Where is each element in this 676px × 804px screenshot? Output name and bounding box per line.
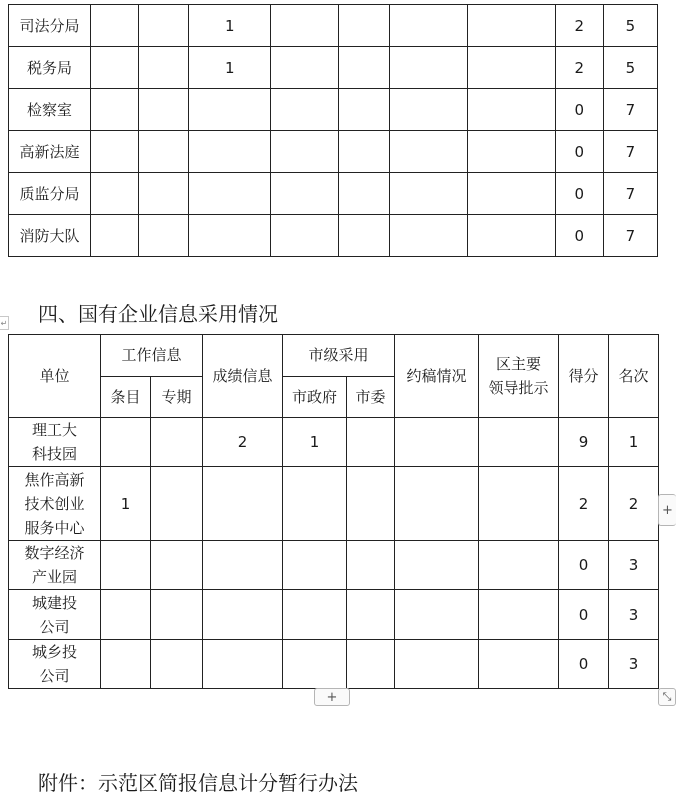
table-row: 理工大 科技园 2 1 9 1 xyxy=(9,418,659,467)
unit-cell: 检察室 xyxy=(9,89,91,131)
rank-cell: 2 xyxy=(609,467,659,541)
header-score: 得分 xyxy=(559,335,609,418)
table-row xyxy=(9,640,659,689)
add-row-button[interactable]: + xyxy=(314,688,350,706)
score-cell: 2 xyxy=(555,5,603,47)
table-row xyxy=(9,173,658,215)
unit-cell: 高新法庭 xyxy=(9,131,91,173)
score-cell: 0 xyxy=(555,131,603,173)
unit-cell: 消防大队 xyxy=(9,215,91,257)
table-row xyxy=(9,541,659,590)
value-cell xyxy=(189,131,271,173)
score-cell: 0 xyxy=(559,590,609,640)
score-cell: 0 xyxy=(559,541,609,590)
header-district-leader: 区主要 领导批示 xyxy=(479,335,559,418)
value-cell: 1 xyxy=(189,5,271,47)
header-special: 专期 xyxy=(151,376,203,418)
unit-cell: 焦作高新 技术创业 服务中心 xyxy=(9,467,101,541)
score-cell: 0 xyxy=(559,640,609,689)
value-cell: 1 xyxy=(189,47,271,89)
header-city-adoption: 市级采用 xyxy=(283,335,395,377)
score-cell: 0 xyxy=(555,215,603,257)
value-cell xyxy=(189,215,271,257)
score-table-departments xyxy=(8,4,658,257)
score-cell: 0 xyxy=(555,173,603,215)
header-items: 条目 xyxy=(101,376,151,418)
table-resize-icon[interactable]: ⤡ xyxy=(658,688,676,706)
unit-cell: 质监分局 xyxy=(9,173,91,215)
score-cell: 0 xyxy=(555,89,603,131)
table-row: 焦作高新 技术创业 服务中心 1 2 2 xyxy=(9,467,659,541)
rank-cell: 7 xyxy=(603,131,657,173)
value-cell xyxy=(189,89,271,131)
header-unit: 单位 xyxy=(9,335,101,418)
score-cell: 2 xyxy=(555,47,603,89)
add-column-button[interactable]: + xyxy=(658,494,676,526)
table-row xyxy=(9,590,659,640)
score-cell: 2 xyxy=(559,467,609,541)
table-row xyxy=(9,89,658,131)
unit-cell: 数字经济 产业园 xyxy=(9,541,101,590)
unit-cell: 城建投 公司 xyxy=(9,590,101,640)
score-table-enterprises xyxy=(8,334,659,689)
rank-cell: 3 xyxy=(609,541,659,590)
unit-cell: 城乡投 公司 xyxy=(9,640,101,689)
header-work-info: 工作信息 xyxy=(101,335,203,377)
header-commissioned: 约稿情况 xyxy=(395,335,479,418)
value-cell xyxy=(189,173,271,215)
unit-cell: 理工大 科技园 xyxy=(9,418,101,467)
header-city-committee: 市委 xyxy=(347,376,395,418)
paragraph-marker-icon: ↵ xyxy=(0,316,9,330)
rank-cell: 5 xyxy=(603,5,657,47)
table-row xyxy=(9,5,658,47)
rank-cell: 1 xyxy=(609,418,659,467)
table-row xyxy=(9,47,658,89)
attachment-title: 附件：示范区简报信息计分暂行办法 xyxy=(38,771,358,795)
header-row xyxy=(9,335,659,377)
rank-cell: 3 xyxy=(609,640,659,689)
section-heading: 四、国有企业信息采用情况 xyxy=(38,302,278,326)
header-achievement: 成绩信息 xyxy=(203,335,283,418)
rank-cell: 7 xyxy=(603,215,657,257)
header-rank: 名次 xyxy=(609,335,659,418)
header-city-gov: 市政府 xyxy=(283,376,347,418)
table-row xyxy=(9,131,658,173)
rank-cell: 7 xyxy=(603,89,657,131)
rank-cell: 3 xyxy=(609,590,659,640)
score-cell: 9 xyxy=(559,418,609,467)
table-row xyxy=(9,215,658,257)
rank-cell: 5 xyxy=(603,47,657,89)
unit-cell: 税务局 xyxy=(9,47,91,89)
rank-cell: 7 xyxy=(603,173,657,215)
unit-cell: 司法分局 xyxy=(9,5,91,47)
